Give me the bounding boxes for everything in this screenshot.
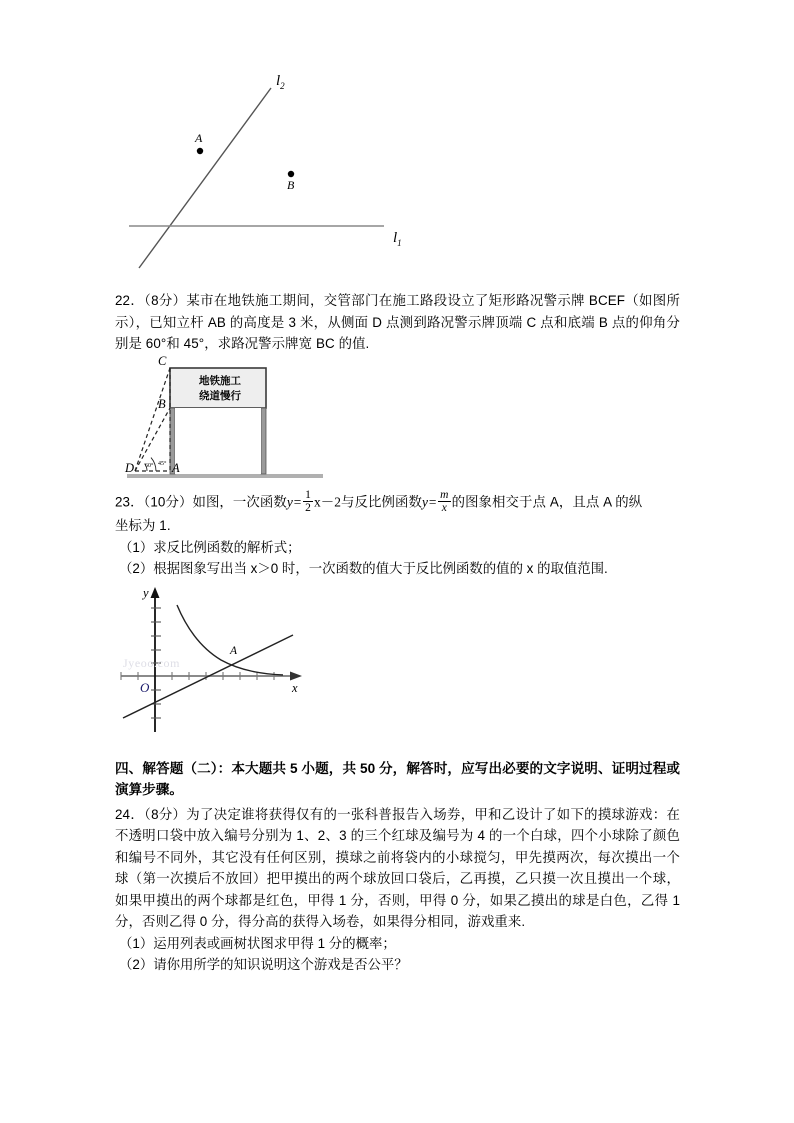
graph-point-label-a: A (230, 644, 238, 657)
sign-text-line1: 地铁施工 (199, 374, 241, 387)
figure-two-lines (121, 48, 451, 286)
section-4-heading: 四、解答题（二）：本大题共 5 小题，共 50 分，解答时，应写出必要的文字说明、证明过程或演算步骤。 (115, 760, 680, 798)
q23-lead: 23．（10分）如图，一次函数 (115, 493, 287, 509)
sign-text (185, 374, 255, 404)
sign-label-a: A (172, 460, 180, 475)
q23-fn1-tail: x－2 (313, 493, 342, 509)
graph-axis-label-x: x (292, 680, 298, 695)
sign-angle-45: 45° (158, 460, 167, 467)
question-23-text (115, 490, 680, 516)
q23-fraction-m-over-x: $\frac{m}{x}$ (440, 488, 449, 514)
sign-label-b: B (158, 396, 166, 411)
q23-fn1-y: y= (286, 493, 303, 509)
point-label-a: A (195, 131, 203, 145)
sign-angle-60: 60° (145, 462, 154, 469)
figure-function-graph (115, 584, 320, 744)
figure-road-sign (125, 353, 325, 482)
question-23-sub2: （2）根据图象写出当 x＞0 时，一次函数的值大于反比例函数的值的 x 的取值范围. (119, 561, 608, 577)
point-label-b: B (287, 178, 295, 192)
q23-fraction-half: $\frac{1}{2}$ (305, 488, 311, 514)
q23-mid: 与反比例函数 (341, 493, 422, 509)
question-23-line2: 坐标为 1. (115, 518, 171, 534)
sign-text-line2: 绕道慢行 (199, 389, 241, 402)
watermark: Jyeoo.com (123, 655, 181, 670)
question-24-sub2: （2）请你用所学的知识说明这个游戏是否公平？ (119, 957, 408, 973)
question-24-text: 24．（8分）为了决定谁将获得仅有的一张科普报告入场券，甲和乙设计了如下的摸球游戏：在不透明口袋中放入编号分别为 1、2、3 的三个红球及编号为 4 的一个白球，四个小球除了颜色和编号不同外，其它没有任何区别，摸球之前将袋内的小球搅匀，甲先摸两次，每次摸出一个球（第一次摸后不放回）把甲摸出的两个球放回口袋后，乙再摸，乙只摸一次且摸出一个球，如果甲摸出的两个球都是红色，甲得 1 分，否则，甲得 0 分，如果乙摸出的球是白色，乙得 1 分，否则乙得 0 分，得分高的获得入场卷，如果得分相同，游戏重来. (115, 806, 680, 930)
page-content (115, 48, 680, 976)
question-23-sub1: （1）求反比例函数的解析式； (119, 539, 301, 555)
graph-origin-label: O (140, 679, 150, 695)
q23-fn2-y: y= (421, 493, 438, 509)
line-label-l2: $l_2$ (276, 73, 285, 91)
graph-axis-label-y: y (143, 585, 149, 600)
q23-tail: 的图象相交于点 A，且点 A 的纵 (451, 493, 643, 509)
sign-label-c: C (158, 353, 167, 368)
question-24-sub1: （1）运用列表或画树状图求甲得 1 分的概率； (119, 935, 396, 951)
sign-label-d: D (125, 460, 135, 475)
question-22-text: 22．（8分）某市在地铁施工期间，交管部门在施工路段设立了矩形路况警示牌 BCEF（如图所示），已知立杆 AB 的高度是 3 米，从侧面 D 点测到路况警示牌顶端 C 点和底端 B 点的仰角分别是 60°和 45°，求路况警示牌宽 BC 的值. (115, 293, 680, 351)
line-label-l1: $l_1$ (393, 230, 402, 248)
